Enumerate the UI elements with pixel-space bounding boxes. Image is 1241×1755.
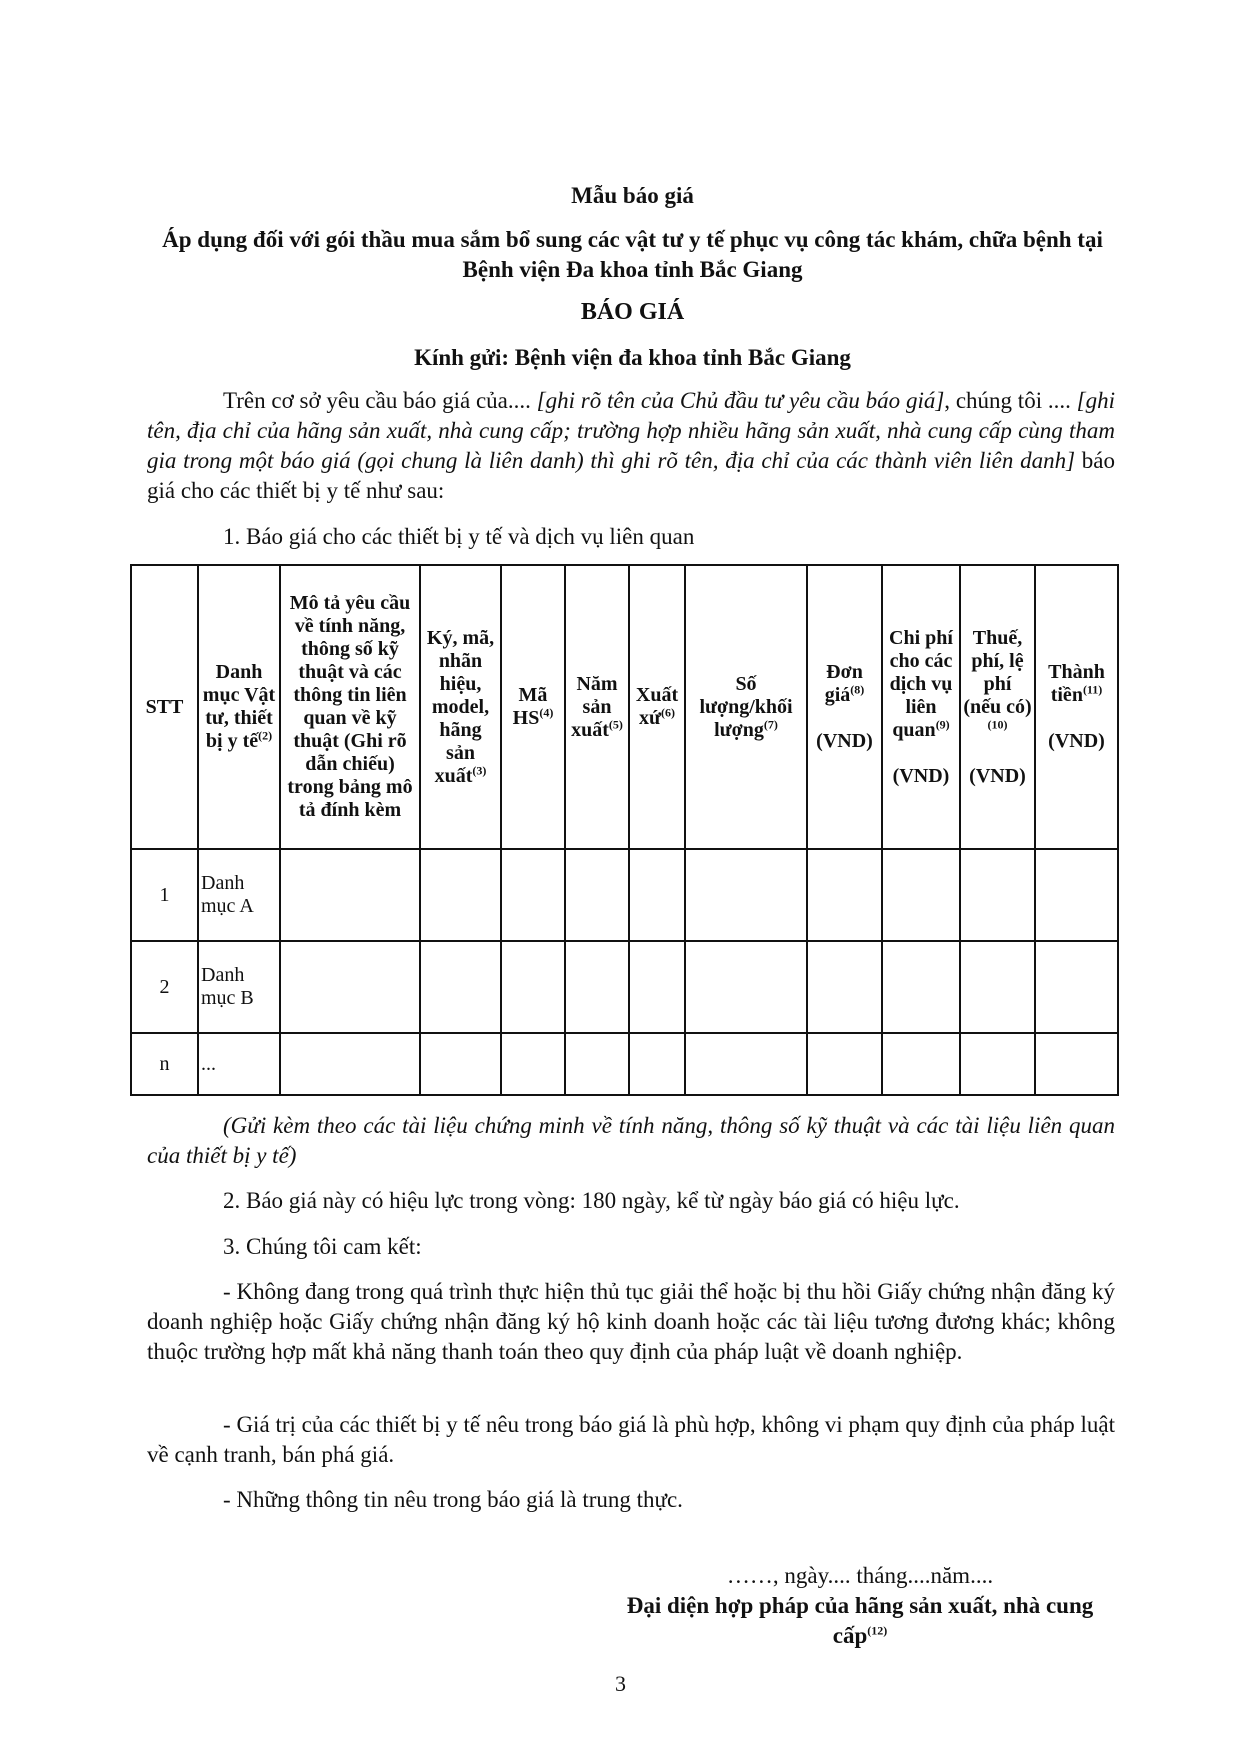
intro-paragraph (147, 386, 1115, 506)
header-quantity: Số lượng/khối lượng$^{(7)}$ (685, 565, 807, 849)
header-model: Ký, mã, nhãn hiệu, model, hãng sản xuất$^{(3)}$ (420, 565, 501, 849)
header-description: Mô tả yêu cầu về tính năng, thông số kỹ thuật và các thông tin liên quan về kỹ thuật (Ghi rõ dẫn chiếu) trong bảng mô tả đính kèm (280, 565, 420, 849)
commitment-3: - Những thông tin nêu trong báo giá là trung thực. (223, 1487, 683, 1512)
header-tax: Thuế, phí, lệ phí (nếu có)$^{(10)}$ (VND) (960, 565, 1035, 849)
row-stt: 1 (131, 849, 198, 941)
recipient-line: Kính gửi: Bệnh viện đa khoa tỉnh Bắc Giang (414, 345, 851, 370)
header-year: Năm sản xuất$^{(5)}$ (565, 565, 629, 849)
header-service-cost: Chi phí cho các dịch vụ liên quan$^{(9)}$ (VND) (882, 565, 960, 849)
table-row (131, 941, 1118, 1033)
table-cell (807, 849, 882, 941)
row-category: Danh mục A (198, 849, 280, 941)
table-cell (807, 941, 882, 1033)
header-stt: STT (131, 565, 198, 849)
row-category: Danh mục B (198, 941, 280, 1033)
intro-text-2: , chúng tôi .... (944, 388, 1077, 413)
table-cell (420, 849, 501, 941)
table-cell (565, 849, 629, 941)
section-2-validity: 2. Báo giá này có hiệu lực trong vòng: 180 ngày, kể từ ngày báo giá có hiệu lực. (223, 1188, 960, 1213)
table-cell (420, 941, 501, 1033)
intro-placeholder-investor: [ghi rõ tên của Chủ đầu tư yêu cầu báo giá] (536, 388, 945, 413)
table-row (131, 849, 1118, 941)
table-row (131, 1033, 1118, 1095)
signature-title: Đại diện hợp pháp của hãng sản xuất, nhà cung cấp$^{(12)}$ (626, 1593, 1094, 1648)
attachment-note: (Gửi kèm theo các tài liệu chứng minh về tính năng, thông số kỹ thuật và các tài liệu liên quan của thiết bị y tế) (147, 1113, 1115, 1168)
table-cell (629, 849, 685, 941)
row-category: ... (198, 1033, 280, 1095)
table-cell (501, 1033, 565, 1095)
intro-placeholder-supplier: [ghi tên, địa chỉ của hãng sản xuất, nhà cung cấp; trường hợp nhiều hãng sản xuất, nhà cung cấp cùng tham gia trong một báo giá (gọi chung là liên danh) thì ghi rõ tên, địa chỉ của các thành viên liên danh] (147, 388, 1115, 473)
table-cell (1035, 849, 1118, 941)
row-stt: n (131, 1033, 198, 1095)
intro-text-1: Trên cơ sở yêu cầu báo giá của.... (223, 388, 537, 413)
table-cell (565, 941, 629, 1033)
header-unit-price: Đơn giá$^{(8)}$ (VND) (807, 565, 882, 849)
table-cell (501, 849, 565, 941)
quote-heading: BÁO GIÁ (580, 299, 685, 325)
form-subtitle: Áp dụng đối với gói thầu mua sắm bổ sung các vật tư y tế phục vụ công tác khám, chữa bệnh tại Bệnh viện Đa khoa tỉnh Bắc Giang (162, 227, 1103, 282)
table-cell (565, 1033, 629, 1095)
table-cell (420, 1033, 501, 1095)
table-cell (960, 849, 1035, 941)
table-cell (960, 941, 1035, 1033)
commitment-2: - Giá trị của các thiết bị y tế nêu trong báo giá là phù hợp, không vi phạm quy định của pháp luật về cạnh tranh, bán phá giá. (147, 1412, 1115, 1467)
table-cell (685, 849, 807, 941)
signature-date-line: ……, ngày.... tháng....năm.... (726, 1563, 994, 1588)
table-cell (882, 849, 960, 941)
row-stt: 2 (131, 941, 198, 1033)
commitment-1: - Không đang trong quá trình thực hiện thủ tục giải thể hoặc bị thu hồi Giấy chứng nhận đăng ký doanh nghiệp hoặc Giấy chứng nhận đăng ký hộ kinh doanh hoặc các tài liệu tương đương khác; không thuộc trường hợp mất khả năng thanh toán theo quy định của pháp luật về doanh nghiệp. (147, 1279, 1115, 1364)
table-cell (280, 1033, 420, 1095)
table-cell (882, 941, 960, 1033)
table-cell (1035, 941, 1118, 1033)
form-title: Mẫu báo giá (571, 183, 694, 208)
table-cell (685, 941, 807, 1033)
table-cell (280, 941, 420, 1033)
intro-text-3: báo giá cho các thiết bị y tế như sau: (147, 448, 1115, 503)
table-cell (807, 1033, 882, 1095)
page-number: 3 (615, 1671, 626, 1696)
table-header-row (131, 565, 1118, 849)
header-origin: Xuất xứ$^{(6)}$ (629, 565, 685, 849)
header-category: Danh mục Vật tư, thiết bị y tế$^{(2)}$ (198, 565, 280, 849)
table-cell (280, 849, 420, 941)
header-hs-code: Mã HS$^{(4)}$ (501, 565, 565, 849)
quote-table (130, 564, 1119, 1096)
table-cell (685, 1033, 807, 1095)
table-cell (629, 1033, 685, 1095)
section-1-heading: 1. Báo giá cho các thiết bị y tế và dịch vụ liên quan (223, 524, 695, 549)
header-total: Thành tiền$^{(11)}$ (VND) (1035, 565, 1118, 849)
section-3-heading: 3. Chúng tôi cam kết: (223, 1234, 422, 1259)
table-cell (960, 1033, 1035, 1095)
table-cell (501, 941, 565, 1033)
table-cell (882, 1033, 960, 1095)
table-cell (1035, 1033, 1118, 1095)
table-cell (629, 941, 685, 1033)
